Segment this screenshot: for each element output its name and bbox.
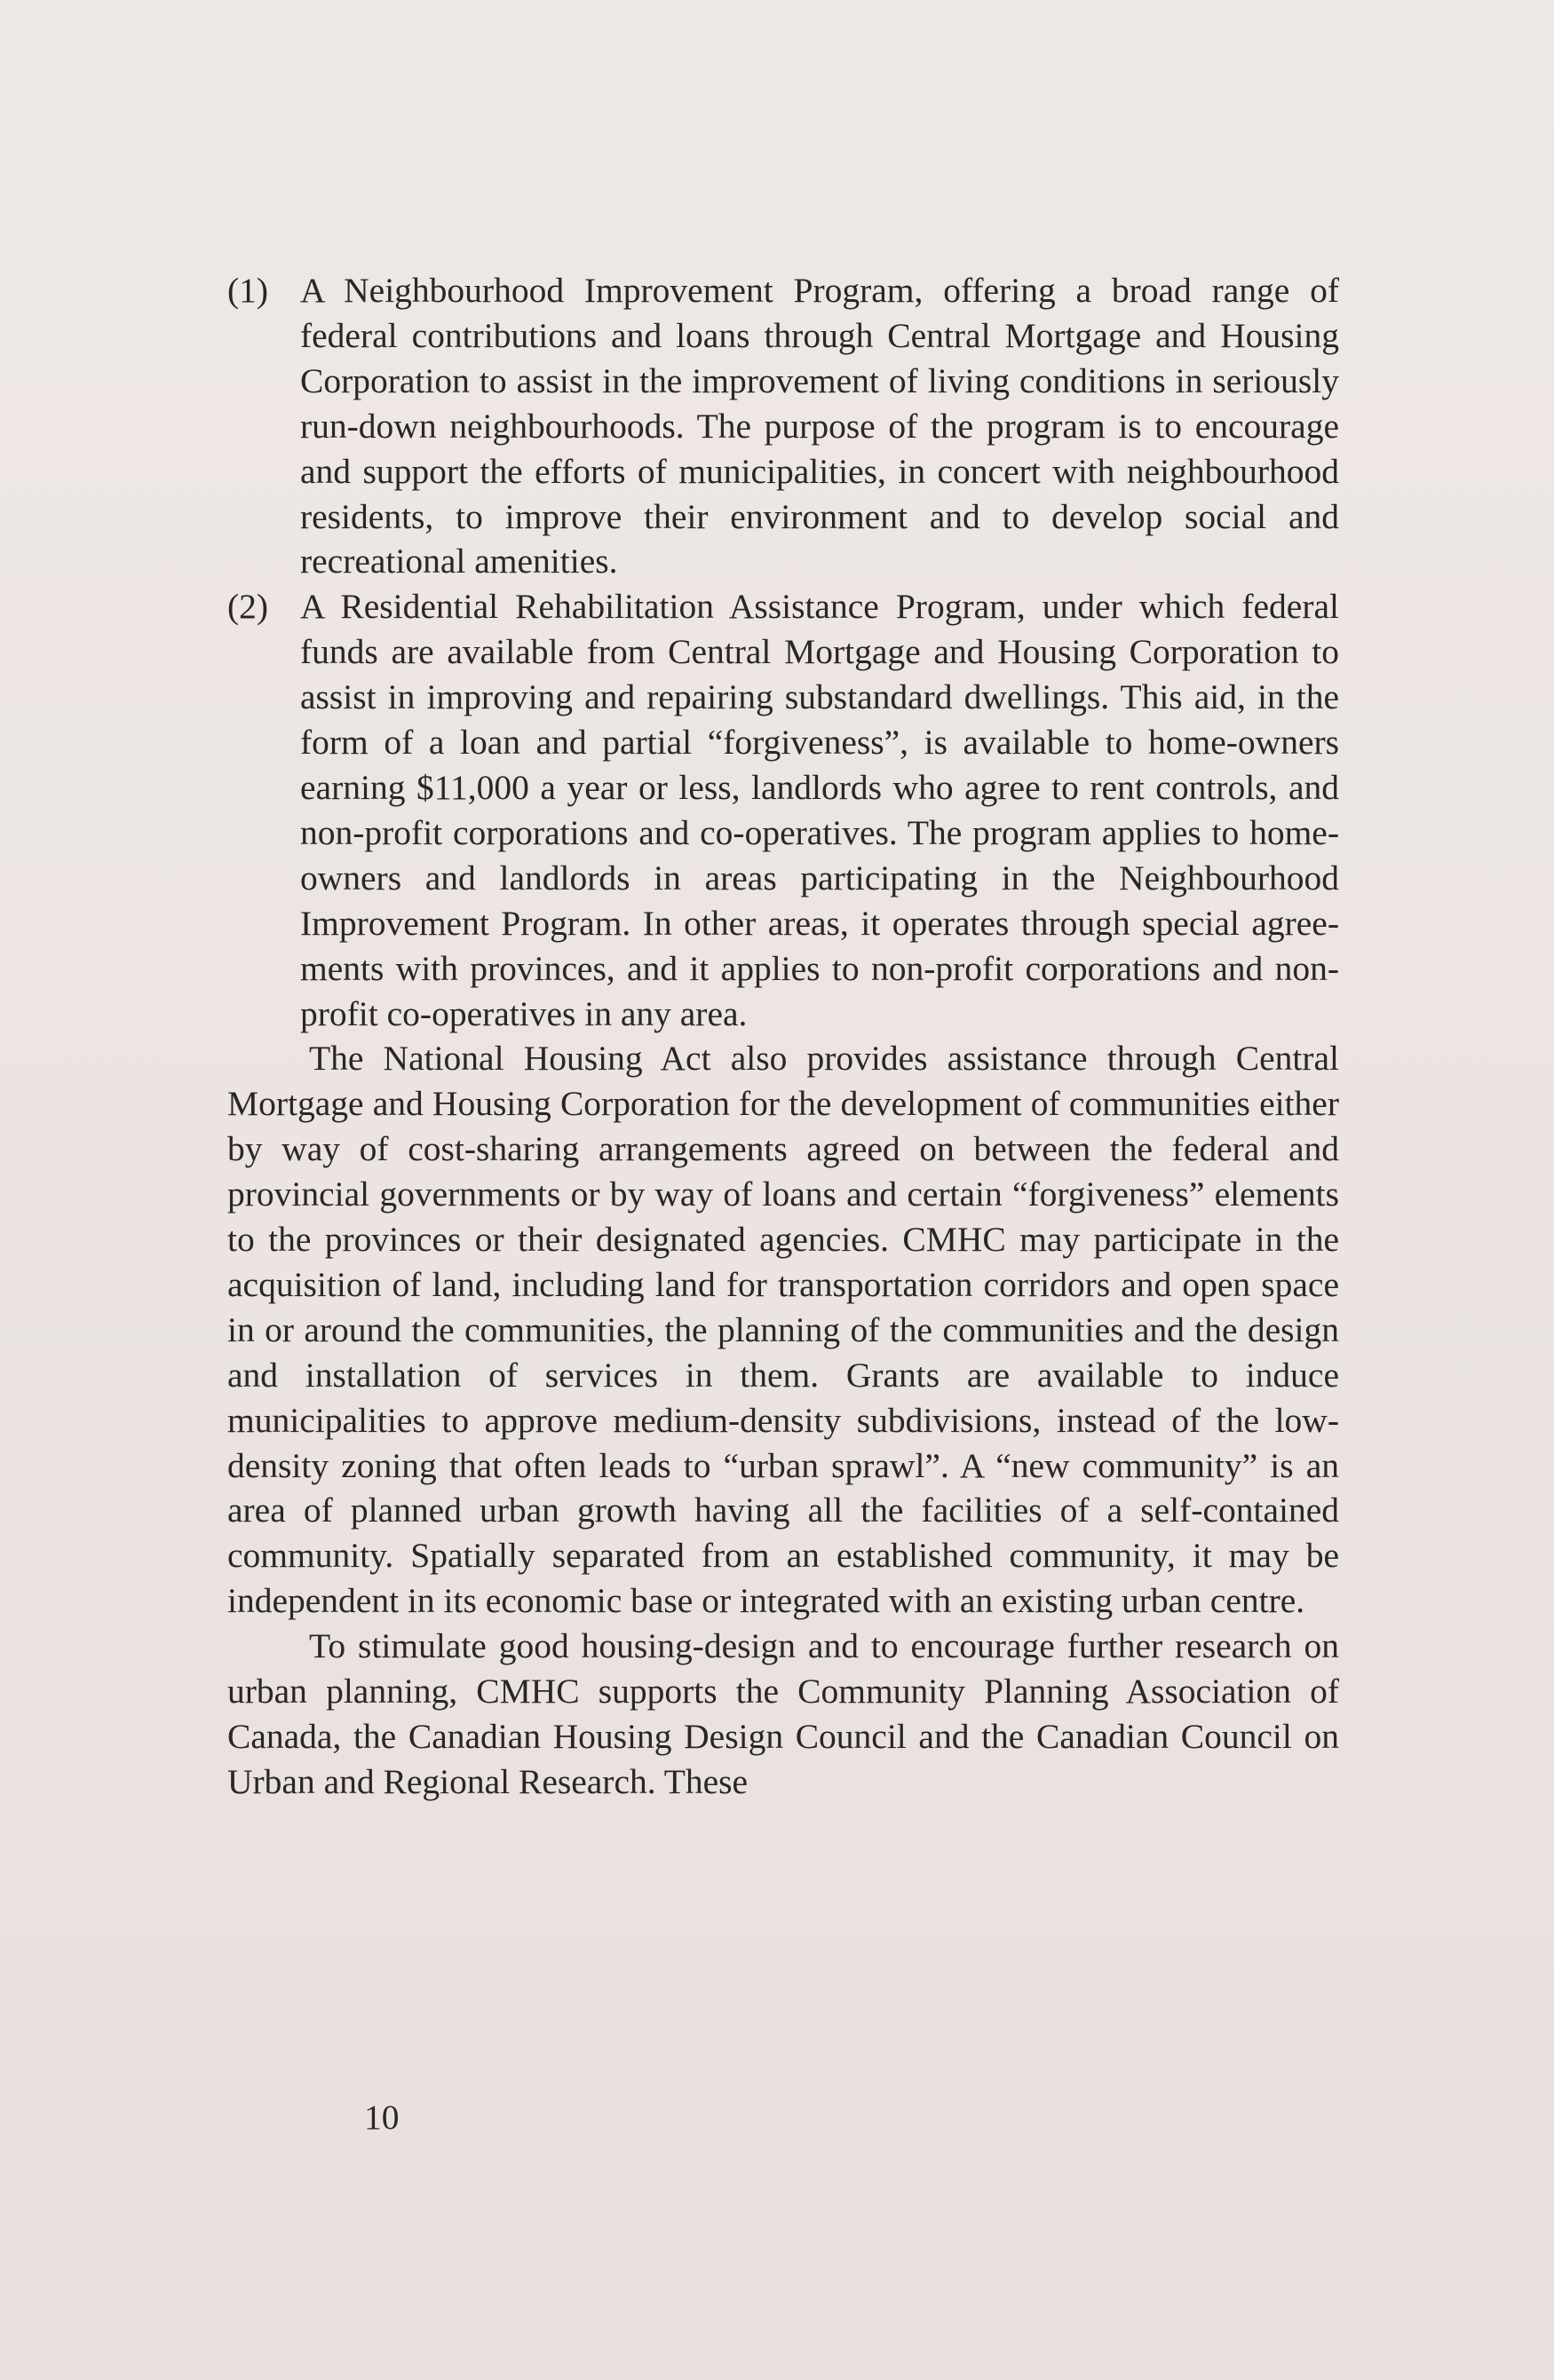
- paragraph: The National Housing Act also provides assistance through Central Mortgage and Housing Corporation for the development of communities either by way of cost-sharing arrangements agreed on between the federal and provincial governments or by way of loans and certain “forgiveness” elements to the provinces or their designated agencies. CMHC may participate in the acquisition of land, including land for transportation corridors and open space in or around the communities, the planning of the communities and the design and installation of services in them. Grants are available to induce municipalities to approve medium-density subdivisions, instead of the low-density zoning that often leads to “urban sprawl”. A “new community” is an area of planned urban growth having all the facilities of a self-contained community. Spatially separated from an established community, it may be independent in its economic base or integrated with an existing urban centre.: [227, 1039, 1339, 1621]
- list-item: [227, 584, 1339, 1036]
- list-item: [227, 268, 1339, 584]
- paragraph: To stimulate good housing-design and to encourage further research on urban planning, CMHC supports the Community Planning Association of Canada, the Canadian Housing Design Council and the Canadian Council on Urban and Regional Research. These: [227, 1626, 1339, 1801]
- list-item-number: (2): [227, 587, 269, 627]
- list-item-text: A Neighbourhood Improvement Program, offering a broad range of federal contributions and loans through Central Mortgage and Housing Corporation to assist in the improvement of living conditions in seriously run-down neighbourhoods. The purpose of the program is to encourage and support the efforts of municipalities, in concert with neighbourhood residents, to improve their environment and to develop social and recreational amenities.: [300, 271, 1339, 581]
- list-item-number: (1): [227, 271, 269, 310]
- body-text: [227, 268, 1339, 1805]
- list-item-text: A Residential Rehabilitation Assistance Program, under which federal funds are available from Central Mortgage and Housing Corporation to assist in improving and repairing substandard dwellings. This aid, in the form of a loan and partial “forgiveness”, is available to home-owners earning $11,000 a year or less, landlords who agree to rent controls, and non-profit corporations and co-operatives. The program applies to home-owners and landlords in areas participating in the Neighbourhood Improvement Program. In other areas, it operates through special agreements with provinces, and it applies to non-profit corporations and non-profit co-operatives in any area.: [300, 587, 1339, 1033]
- page-number: 10: [364, 2098, 400, 2137]
